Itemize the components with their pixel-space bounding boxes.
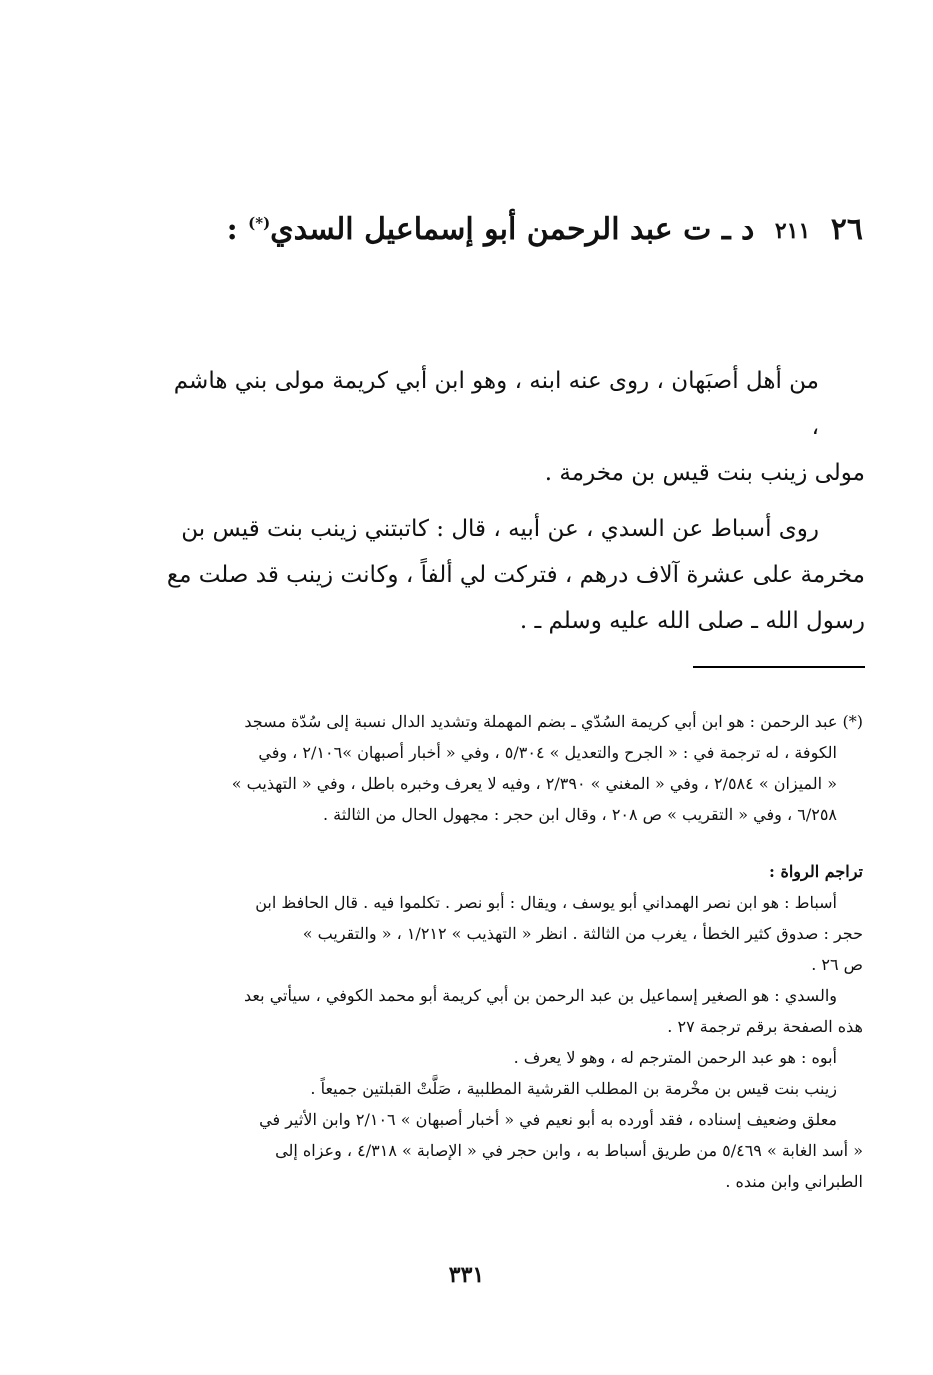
zaynab-line: زينب بنت قيس بن مخْرمة بن المطلب القرشية المطلبية ، صَلَّتْ القبلتين جميعاً . xyxy=(310,1079,837,1098)
entry-heading xyxy=(63,212,863,247)
para1-line1: من أهل أصبَهان ، روى عنه ابنه ، وهو ابن أبي كريمة مولى بني هاشم ، xyxy=(173,368,819,440)
main-text xyxy=(165,358,865,644)
footnote xyxy=(163,706,863,830)
footnote-line-1: (*) عبد الرحمن : هو ابن أبي كريمة السُدّي ـ بضم المهملة وتشديد الدال نسبة إلى سُدّة مسجد xyxy=(244,712,863,731)
grade-line-2: « أسد الغابة » ٥/٤٦٩ من طريق أسباط به ، وابن حجر في « الإصابة » ٤/٣١٨ ، وعزاه إلى xyxy=(275,1141,863,1160)
father-line: أبوه : هو عبد الرحمن المترجم له ، وهو لا يعرف . xyxy=(513,1048,837,1067)
footnote-line-3: « الميزان » ٢/٥٨٤ ، وفي « المغني » ٢/٣٩٠ ، وفيه لا يعرف وخبره باطل ، وفي « التهذيب » xyxy=(231,774,837,793)
footnote-divider xyxy=(693,666,865,668)
narrators-title: تراجم الرواة : xyxy=(768,862,863,881)
entry-colon: : xyxy=(226,212,238,247)
grade-line-1: معلق وضعيف إسناده ، فقد أورده به أبو نعيم في « أخبار أصبهان » ٢/١٠٦ وابن الأثير في xyxy=(259,1110,837,1129)
footnote-marker: (*) xyxy=(248,214,271,232)
asbat-line-2: حجر : صدوق كثير الخطأ ، يغرب من الثالثة . انظر « التهذيب » ١/٢١٢ ، « والتقريب » xyxy=(302,924,863,943)
suddi-line-1: والسدي : هو الصغير إسماعيل بن عبد الرحمن بن أبي كريمة أبو محمد الكوفي ، سيأتي بعد xyxy=(244,986,837,1005)
footnote-line-4: ٦/٢٥٨ ، وفي « التقريب » ص ٢٠٨ ، وقال ابن حجر : مجهول الحال من الثالثة . xyxy=(322,805,837,824)
para2-line1: روى أسباط عن السدي ، عن أبيه ، قال : كاتبتني زينب بنت قيس بن xyxy=(181,516,819,542)
asbat-line-1: أسباط : هو ابن نصر الهمداني أبو يوسف ، ويقال : أبو نصر . تكلموا فيه . قال الحافظ ابن xyxy=(255,893,837,912)
footnote-line-2: الكوفة ، له ترجمة في : « الجرح والتعديل » ٥/٣٠٤ ، وفي « أخبار أصبهان »٢/١٠٦ ، وفي xyxy=(258,743,837,762)
page-number: ٣٣١ xyxy=(448,1262,485,1288)
entry-title: د ـ ت عبد الرحمن أبو إسماعيل السدي xyxy=(270,212,755,247)
entry-number: ٢٦ xyxy=(830,212,863,247)
grade-line-3: الطبراني وابن منده . xyxy=(725,1172,863,1191)
paragraph-2 xyxy=(165,506,865,644)
para2-line3: رسول الله ـ صلى الله عليه وسلم ـ . xyxy=(519,608,865,634)
narrators-section xyxy=(163,856,863,1197)
entry-symbol: ٢١١ xyxy=(774,218,811,244)
para1-line2: مولى زينب بنت قيس بن مخرمة . xyxy=(544,460,865,486)
suddi-line-2: هذه الصفحة برقم ترجمة ٢٧ . xyxy=(667,1017,863,1036)
para2-line2: مخرمة على عشرة آلاف درهم ، فتركت لي ألفاً ، وكانت زينب قد صلت مع xyxy=(166,562,865,588)
asbat-line-3: ص ٢٦ . xyxy=(811,955,863,974)
paragraph-1 xyxy=(165,358,865,496)
